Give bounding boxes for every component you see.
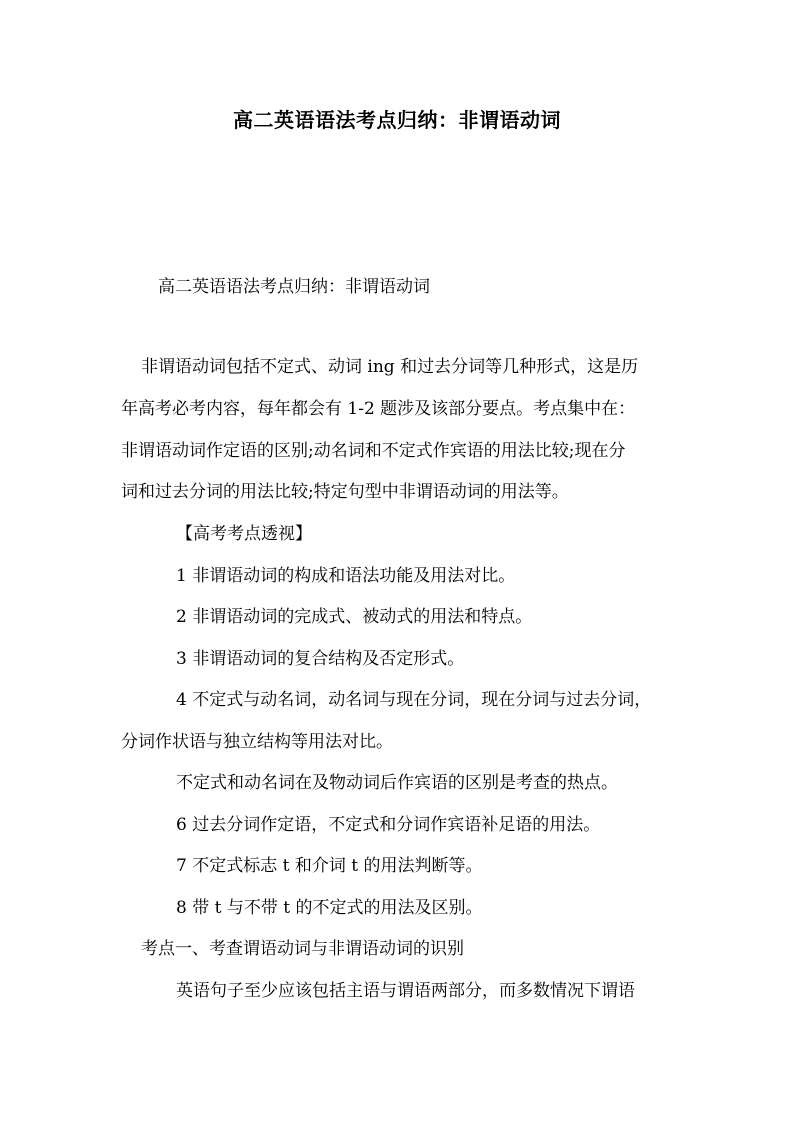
- point-4: 4 不定式与动名词，动名词与现在分词，现在分词与过去分词，: [176, 690, 652, 710]
- topic-heading: 考点一、考查谓语动词与非谓语动词的识别: [141, 939, 464, 959]
- point-7: 7 不定式标志 t 和介词 t 的用法判断等。: [176, 856, 483, 876]
- body-line: 英语句子至少应该包括主语与谓语两部分，而多数情况下谓语: [176, 981, 635, 1001]
- section-heading: 【高考考点透视】: [176, 524, 312, 544]
- document-subtitle: 高二英语语法考点归纳：非谓语动词: [158, 277, 430, 297]
- intro-line-4: 词和过去分词的用法比较;特定句型中非谓语动词的用法等。: [121, 482, 569, 502]
- document-title: 高二英语语法考点归纳：非谓语动词: [233, 108, 561, 132]
- intro-line-2: 年高考必考内容，每年都会有 1-2 题涉及该部分要点。考点集中在：: [121, 399, 636, 419]
- point-6: 6 过去分词作定语，不定式和分词作宾语补足语的用法。: [176, 815, 601, 835]
- intro-line-1: 非谓语动词包括不定式、动词 ing 和过去分词等几种形式，这是历: [141, 357, 639, 377]
- intro-line-3: 非谓语动词作定语的区别;动名词和不定式作宾语的用法比较;现在分: [121, 441, 626, 461]
- point-4-continued: 分词作状语与独立结构等用法对比。: [121, 732, 393, 752]
- point-3: 3 非谓语动词的复合结构及否定形式。: [176, 649, 465, 669]
- point-5: 不定式和动名词在及物动词后作宾语的区别是考查的热点。: [176, 773, 618, 793]
- point-2: 2 非谓语动词的完成式、被动式的用法和特点。: [176, 607, 533, 627]
- point-1: 1 非谓语动词的构成和语法功能及用法对比。: [176, 566, 516, 586]
- point-8: 8 带 t 与不带 t 的不定式的用法及区别。: [176, 898, 483, 918]
